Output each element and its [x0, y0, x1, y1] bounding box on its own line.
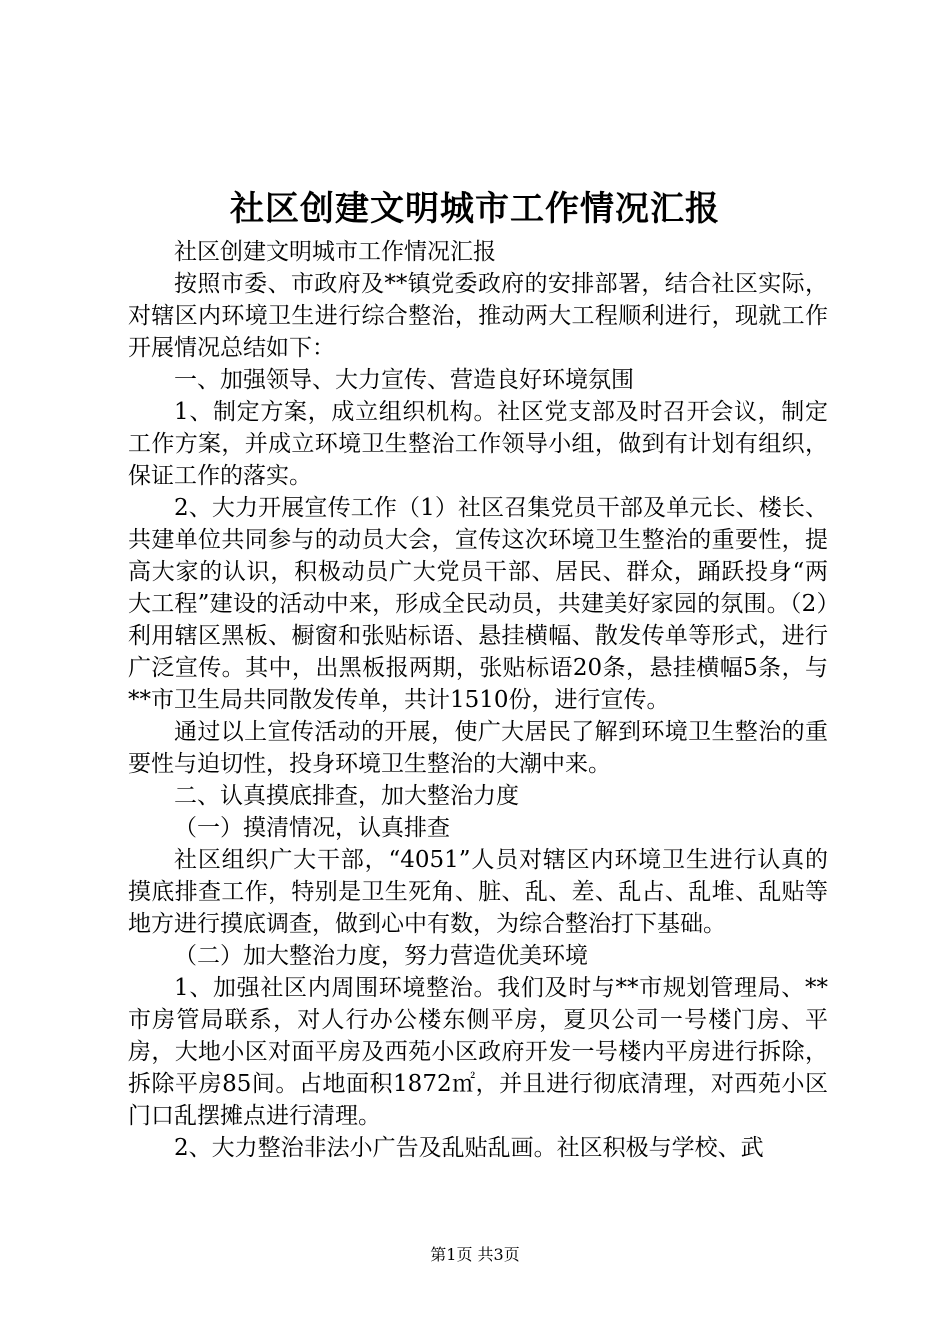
section-heading-1: 一、加强领导、大力宣传、营造良好环境氛围 [174, 367, 634, 393]
paragraph-subtitle: 社区创建文明城市工作情况汇报 [174, 239, 496, 265]
paragraph-intro: 按照市委、市政府及**镇党委政府的安排部署，结合社区实际，对辖区内环境卫生进行综合整治，推动两大工程顺利进行，现就工作开展情况总结如下： [128, 271, 828, 361]
subsection-heading-2: （二）加大整治力度，努力营造优美环境 [174, 943, 588, 969]
page-footer: 第1页 共3页 [430, 1245, 520, 1264]
paragraph-rectification-1: 1、加强社区内周围环境整治。我们及时与**市规划管理局、**市房管局联系，对人行办公楼东侧平房，夏贝公司一号楼门房、平房，大地小区对面平房及西苑小区政府开发一号楼内平房进行拆除，拆除平房85间。占地面积1872㎡，并且进行彻底清理，对西苑小区门口乱摆摊点进行清理。 [128, 975, 828, 1129]
subsection-heading-1: （一）摸清情况，认真排查 [174, 815, 450, 841]
document-title: 社区创建文明城市工作情况汇报 [230, 189, 720, 229]
section-heading-2: 二、认真摸底排查，加大整治力度 [174, 783, 519, 809]
paragraph-item-1: 1、制定方案，成立组织机构。社区党支部及时召开会议，制定工作方案，并成立环境卫生整治工作领导小组，做到有计划有组织，保证工作的落实。 [128, 399, 828, 489]
paragraph-item-2: 2、大力开展宣传工作（1）社区召集党员干部及单元长、楼长、共建单位共同参与的动员大会，宣传这次环境卫生整治的重要性，提高大家的认识，积极动员广大党员干部、居民、群众，踊跃投身“两大工程”建设的活动中来，形成全民动员，共建美好家园的氛围。（2）利用辖区黑板、橱窗和张贴标语、悬挂横幅、散发传单等形式，进行广泛宣传。其中，出黑板报两期，张贴标语20条，悬挂横幅5条，与**市卫生局共同散发传单，共计1510份，进行宣传。 [128, 495, 828, 713]
document-body [128, 236, 828, 1164]
paragraph-rectification-2: 2、大力整治非法小广告及乱贴乱画。社区积极与学校、武 [174, 1135, 764, 1161]
paragraph-investigation: 社区组织广大干部，“4051”人员对辖区内环境卫生进行认真的摸底排查工作，特别是卫生死角、脏、乱、差、乱占、乱堆、乱贴等地方进行摸底调查，做到心中有数，为综合整治打下基础。 [128, 847, 828, 937]
paragraph-summary: 通过以上宣传活动的开展，使广大居民了解到环境卫生整治的重要性与迫切性，投身环境卫生整治的大潮中来。 [128, 719, 828, 777]
